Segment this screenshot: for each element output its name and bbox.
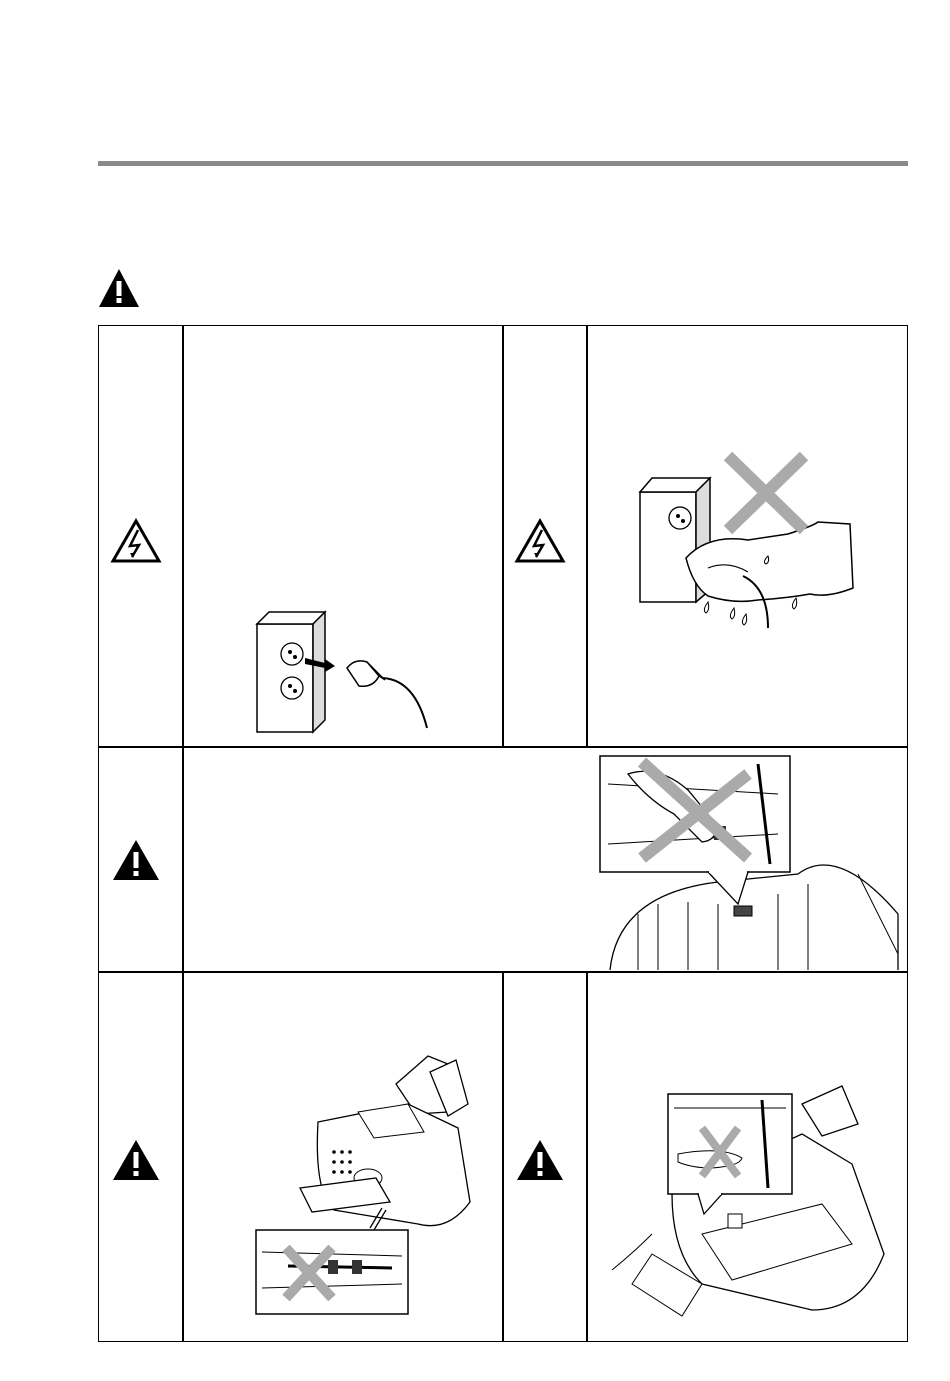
warning-triangle-icon	[98, 268, 140, 308]
warning-triangle-icon	[515, 1138, 565, 1182]
warning-triangle-icon	[111, 838, 161, 882]
warning-triangle-icon	[111, 1138, 161, 1182]
electric-shock-warning-icon	[111, 519, 161, 563]
header-rule	[98, 161, 908, 166]
unplug-power-cord-illustration	[255, 610, 435, 735]
hand-inside-scanner-prohibited-illustration	[598, 754, 900, 970]
electric-shock-warning-icon	[515, 519, 565, 563]
fax-machine-paper-exit-prohibited-illustration	[248, 1052, 473, 1320]
open-cover-touch-prohibited-illustration	[612, 1084, 887, 1316]
wet-hand-plug-prohibited-illustration	[638, 448, 858, 628]
